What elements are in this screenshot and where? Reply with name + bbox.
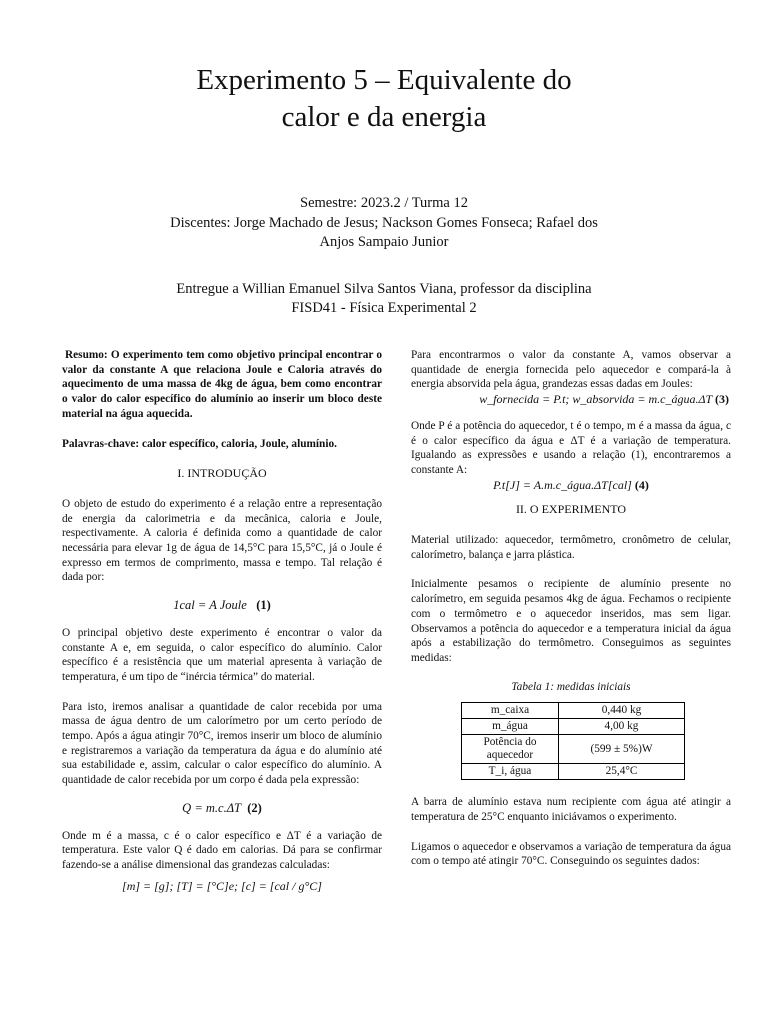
- table-cell-label: m_água: [462, 719, 559, 735]
- keywords: Palavras-chave: calor específico, caloria, Joule, alumínio.: [62, 437, 337, 450]
- equation-2-number: (2): [247, 800, 262, 815]
- right-column: [411, 348, 731, 869]
- right-paragraph-5: A barra de alumínio estava num recipiente com água até atingir a temperatura de 25°C enquanto iniciávamos o experimento.: [411, 796, 731, 824]
- equation-2-body: Q = m.c.ΔT: [182, 800, 241, 815]
- intro-paragraph-1: O objeto de estudo do experimento é a relação entre a representação de energia da calorimetria e da mecânica, caloria e Joule, respectivamente. A caloria é definida como a quantidade de calor necessária para elevar 1g de água de 14,5°C para 15,5°C, já o Joule é expresso em termos de comprimento, massa e tempo. Tal relação é dada por:: [62, 497, 382, 584]
- table-cell-value: 25,4°C: [559, 764, 685, 780]
- table-cell-label: T_i, água: [462, 764, 559, 780]
- left-column: [62, 348, 382, 893]
- section-heading-experimento: II. O EXPERIMENTO: [515, 502, 627, 517]
- semestre: Semestre: 2023.2 / Turma 12: [300, 195, 468, 211]
- table-cell-value: (599 ± 5%)W: [559, 735, 685, 764]
- right-paragraph-1: Para encontrarmos o valor da constante A, vamos observar a quantidade de energia fornecida pelo aquecedor e compará-la à energia absorvida pela água, grandezas essas dadas em Joules:: [411, 349, 731, 391]
- equation-4-body: P.t[J] = A.m.c_água.ΔT[cal]: [493, 477, 632, 492]
- table-row: [462, 703, 685, 719]
- equation-4-number: (4): [634, 477, 649, 492]
- abstract: Resumo: O experimento tem como objetivo principal encontrar o valor da constante A que relaciona Joule e Caloria através do aquecimento de uma massa de 4kg de água, bem como encontrar o valor do calor específico do alumínio ao inserir um bloco deste material na água aquecida.: [62, 349, 382, 420]
- equation-1-body: 1cal = A Joule: [173, 598, 247, 613]
- intro-paragraph-3: Para isto, iremos analisar a quantidade de calor recebida por uma massa de água dentro de um calorímetro por um certo período de tempo. Após a água atingir 70°C, iremos inserir um bloco de alumínio e registraremos a variação da temperatura da água e do alumínio até sua estabilidade e, assim, calcular o calor específico do alumínio. A quantidade de calor recebida por um corpo é dada pela expressão:: [62, 700, 382, 787]
- table-cell-label: Potência do aquecedor: [462, 735, 559, 764]
- equation-1-number: (1): [256, 598, 271, 613]
- equation-3: [411, 392, 731, 407]
- right-paragraph-6: Ligamos o aquecedor e observamos a variação de temperatura da água com o tempo até atingir 70°C. Conseguindo os seguintes dados:: [411, 840, 731, 868]
- equation-4: [411, 478, 731, 493]
- entregue-line-2: FISD41 - Física Experimental 2: [291, 300, 477, 316]
- entregue-line-1: Entregue a Willian Emanuel Silva Santos Viana, professor da disciplina: [176, 281, 592, 297]
- table-row: [462, 735, 685, 764]
- table-cell-label: m_caixa: [462, 703, 559, 719]
- table-caption: Tabela 1: medidas iniciais: [511, 680, 631, 693]
- equation-dimensional: [m] = [g]; [T] = [°C]e; [c] = [cal / g°C]: [122, 878, 322, 893]
- equation-2: [62, 801, 382, 816]
- right-paragraph-3: Material utilizado: aquecedor, termômetro, cronômetro de celular, calorímetro, balança e jarra plástica.: [411, 534, 731, 561]
- right-paragraph-4: Inicialmente pesamos o recipiente de alumínio presente no calorímetro, em seguida pesamos 4kg de água. Fechamos o recipiente com o termômetro e o aquecedor inseridos, mas sem ligar. Observamos a potência do aquecedor e a temperatura inicial da água após a estabilização do termômetro. Conseguimos as seguintes medidas:: [411, 578, 731, 664]
- section-heading-introducao: I. INTRODUÇÃO: [177, 466, 267, 481]
- discentes-line-2: Anjos Sampaio Junior: [319, 234, 449, 250]
- table-cell-value: 4,00 kg: [559, 719, 685, 735]
- right-paragraph-2: Onde P é a potência do aquecedor, t é o tempo, m é a massa da água, c é o calor específico da água e ΔT é a variação de temperatura. Igualando as expressões e usando a relação (1), encontraremos a constante A:: [411, 419, 731, 476]
- table-row: [462, 719, 685, 735]
- title-line-2: calor e da energia: [281, 101, 487, 133]
- paper-title: [0, 62, 768, 136]
- title-line-1: Experimento 5 – Equivalente do: [196, 64, 572, 96]
- equation-3-number: (3): [715, 392, 729, 407]
- table-row: [462, 764, 685, 780]
- equation-3-body: w_fornecida = P.t; w_absorvida = m.c_água.ΔT: [479, 392, 712, 407]
- intro-paragraph-2: O principal objetivo deste experimento é encontrar o valor da constante A e, em seguida, o calor específico do alumínio. Calor específico é a resistência que um material apresenta à variação de temperatura, é um tipo de “inércia térmica” do material.: [62, 626, 382, 683]
- initial-measurements-table: [461, 702, 685, 780]
- discentes-line-1: Discentes: Jorge Machado de Jesus; Nackson Gomes Fonseca; Rafael dos: [170, 215, 598, 231]
- equation-1: [62, 598, 382, 613]
- intro-paragraph-4: Onde m é a massa, c é o calor específico e ΔT é a variação de temperatura. Este valor Q é dado em calorias. Dá para se confirmar fazendo-se a análise dimensional das grandezas calculadas:: [62, 829, 382, 871]
- table-cell-value: 0,440 kg: [559, 703, 685, 719]
